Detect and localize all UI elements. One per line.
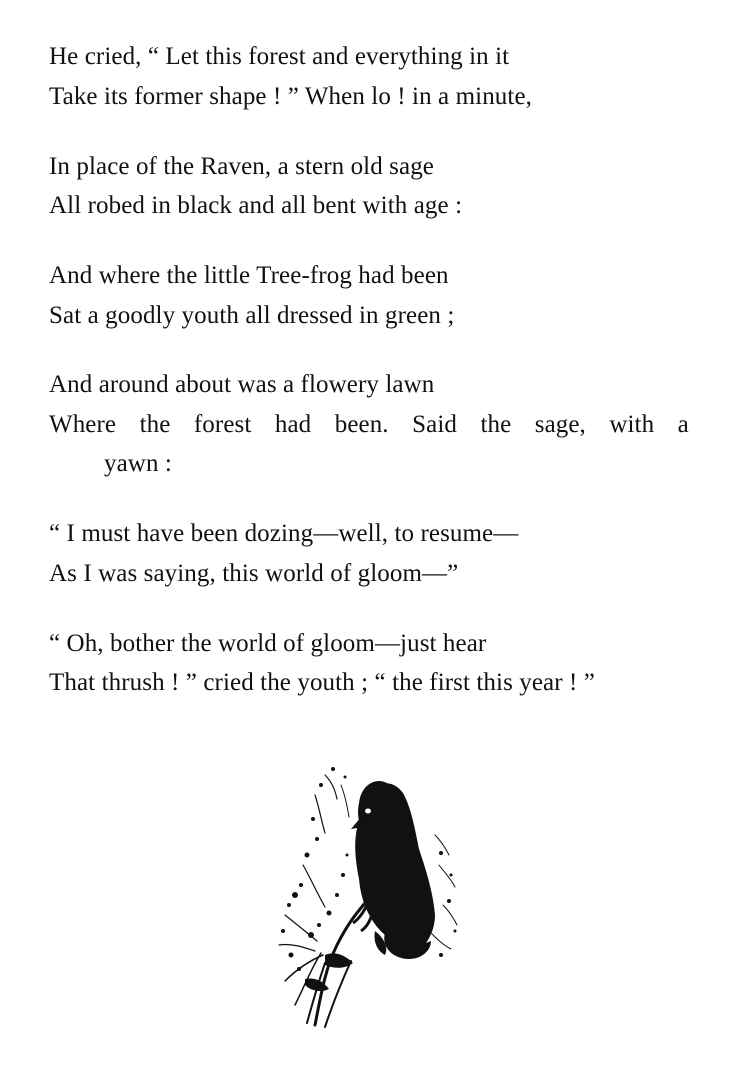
poem-line: That thrush ! ” cried the youth ; “ the first this year ! ” [49,669,595,696]
poem-line: He cried, “ Let this forest and everything in it [49,43,510,70]
poem-line: “ Oh, bother the world of gloom—just hear [49,630,487,657]
poem-word: with [609,411,655,438]
poem-line: Sat a goodly youth all dressed in green ; [49,302,455,329]
poem-line-continuation: yawn : [104,450,172,477]
poem-word: the [480,411,512,438]
poem-line-justified [49,410,689,440]
poem-line: And where the little Tree-frog had been [49,262,449,289]
poem-word: sage, [534,411,586,438]
poem-word: been. [334,411,389,438]
poem-word: had [274,411,312,438]
poem-word: Where [49,411,117,438]
poem-line: “ I must have been dozing—well, to resume— [49,520,519,547]
poem-word: the [139,411,171,438]
poem-line: Take its former shape ! ” When lo ! in a minute, [49,83,532,110]
poem-line: And around about was a flowery lawn [49,371,435,398]
poem-line: As I was saying, this world of gloom—” [49,560,459,587]
poem-line: In place of the Raven, a stern old sage [49,153,435,180]
poem-word: forest [193,411,252,438]
raven-on-branch-icon [255,755,465,1035]
poem-line: All robed in black and all bent with age : [49,192,463,219]
poem-word: Said [412,411,457,438]
poem-word: a [677,411,689,438]
